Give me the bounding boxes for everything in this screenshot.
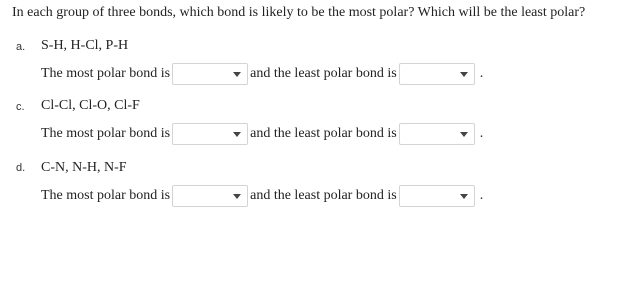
item-c-least-polar-dropdown[interactable]	[399, 123, 475, 145]
item-a-answer-row	[41, 62, 483, 86]
chevron-down-icon	[233, 72, 241, 77]
item-a-most-polar-dropdown[interactable]	[172, 63, 248, 85]
chevron-down-icon	[233, 194, 241, 199]
item-d-most-polar-dropdown[interactable]	[172, 185, 248, 207]
item-c-least-label: and the least polar bond is	[250, 126, 397, 141]
item-c-answer-row	[41, 122, 483, 146]
item-c-most-polar-dropdown[interactable]	[172, 123, 248, 145]
item-a-least-label: and the least polar bond is	[250, 66, 397, 81]
chevron-down-icon	[460, 72, 468, 77]
chevron-down-icon	[460, 194, 468, 199]
item-c-bonds: Cl-Cl, Cl-O, Cl-F	[41, 98, 140, 113]
item-c-letter: c.	[16, 101, 25, 113]
item-d-most-label: The most polar bond is	[41, 188, 171, 203]
item-c-most-label: The most polar bond is	[41, 126, 171, 141]
question-text: In each group of three bonds, which bond is likely to be the most polar? Which will be the least polar?	[12, 5, 586, 20]
item-a-least-polar-dropdown[interactable]	[399, 63, 475, 85]
item-d-least-polar-dropdown[interactable]	[399, 185, 475, 207]
item-a-period: .	[479, 66, 484, 81]
item-a-letter: a.	[16, 41, 26, 53]
item-c-period: .	[479, 126, 484, 141]
item-d-least-label: and the least polar bond is	[250, 188, 397, 203]
item-d-period: .	[479, 188, 484, 203]
item-d-answer-row	[41, 184, 483, 208]
chevron-down-icon	[233, 132, 241, 137]
chevron-down-icon	[460, 132, 468, 137]
item-d-bonds: C-N, N-H, N-F	[41, 160, 127, 175]
item-a-bonds: S-H, H-Cl, P-H	[41, 38, 129, 53]
item-a-most-label: The most polar bond is	[41, 66, 171, 81]
item-d-letter: d.	[16, 162, 26, 174]
